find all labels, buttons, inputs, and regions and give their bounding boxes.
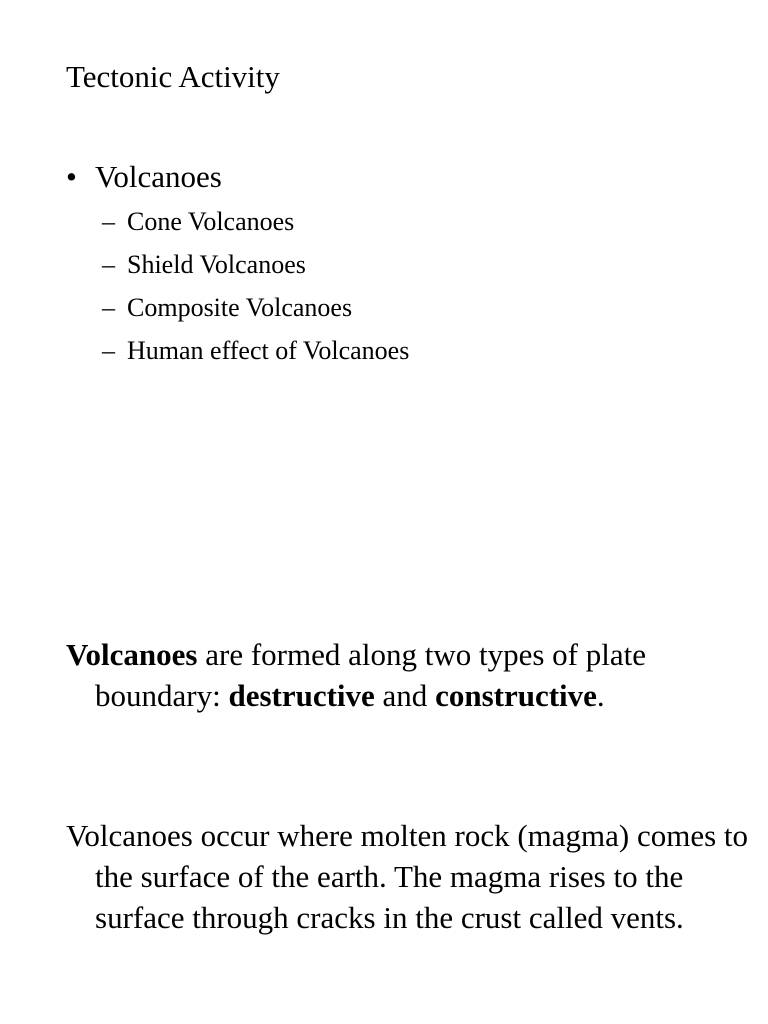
paragraph-magma: Volcanoes occur where molten rock (magma) comes to the surface of the earth. The magma rises to the surface through cracks in the crust called vents.: [66, 818, 749, 935]
paragraph-text: .: [596, 678, 605, 713]
dash-marker: –: [102, 293, 115, 322]
bullet-label: Volcanoes: [95, 159, 222, 194]
sub-bullet-label: Cone Volcanoes: [127, 207, 295, 236]
bold-term-constructive: constructive: [435, 678, 597, 713]
paragraph-plate-boundaries: [66, 634, 755, 716]
bullet-marker: •: [66, 159, 77, 194]
page-title: Tectonic Activity: [66, 59, 280, 94]
sub-bullet-label: Composite Volcanoes: [127, 293, 353, 322]
dash-marker: –: [102, 250, 115, 279]
paragraph-text: are formed along two types of plate boundary:: [95, 637, 646, 713]
dash-marker: –: [102, 336, 115, 365]
bold-term-volcanoes: Volcanoes: [66, 637, 198, 672]
dash-marker: –: [102, 207, 115, 236]
sub-bullet-label: Shield Volcanoes: [127, 250, 306, 279]
bold-term-destructive: destructive: [228, 678, 375, 713]
sub-bullet-label: Human effect of Volcanoes: [127, 336, 410, 365]
paragraph-text: and: [374, 678, 436, 713]
